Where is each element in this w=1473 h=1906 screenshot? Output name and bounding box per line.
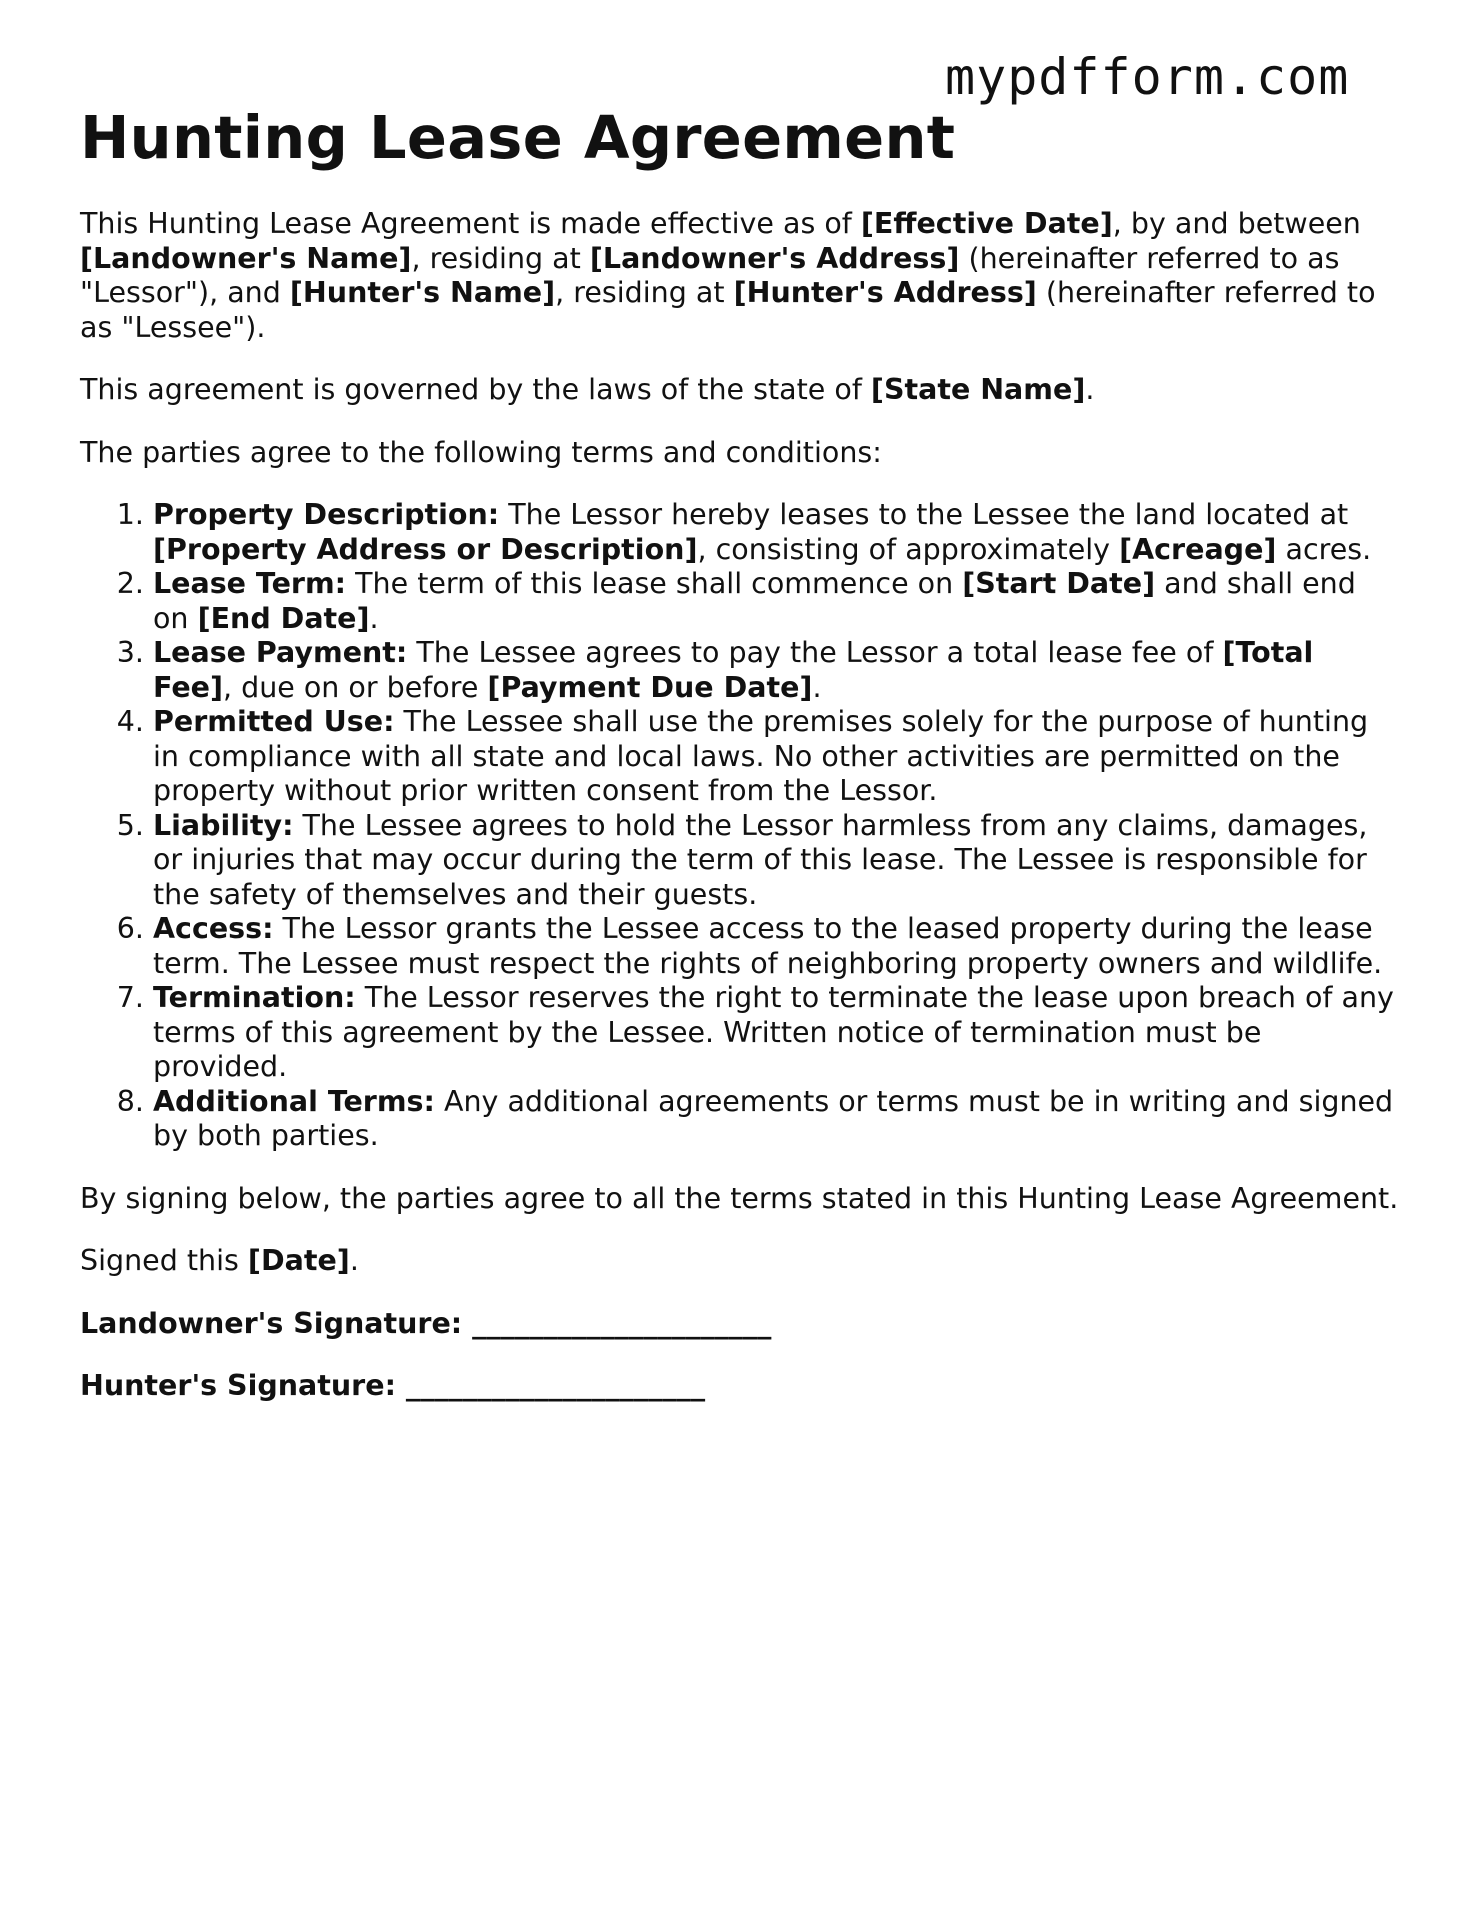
- state-name-placeholder: [State Name]: [870, 373, 1086, 406]
- terms-list: [80, 498, 1400, 1154]
- effective-date-placeholder: [Effective Date]: [860, 207, 1113, 240]
- property-address-placeholder: [Property Address or Description]: [153, 532, 698, 566]
- landowner-signature-line[interactable]: Landowner's Signature: _____________________: [80, 1306, 772, 1340]
- payment-due-date-placeholder: [Payment Due Date]: [487, 670, 813, 704]
- terms-intro: The parties agree to the following terms and conditions:: [80, 435, 882, 469]
- closing-paragraph: By signing below, the parties agree to all the terms stated in this Hunting Lease Agreement.: [80, 1181, 1399, 1215]
- term-liability: 5. Liability: The Lessee agrees to hold the Lessor harmless from any claims, damages, or injuries that may occur during the term of this lease. The Lessee is responsible for the safety of themselves and their guests.: [153, 809, 1400, 913]
- term-termination: 7. Termination: The Lessor reserves the right to terminate the lease upon breach of any terms of this agreement by the Lessee. Written notice of termination must be provided.: [153, 981, 1400, 1085]
- term-lease-payment: 3. Lease Payment: The Lessee agrees to pay the Lessor a total lease fee of [Total Fee], due on or before [Payment Due Date].: [153, 636, 1400, 705]
- start-date-placeholder: [Start Date]: [962, 567, 1156, 600]
- date-placeholder: [Date]: [247, 1244, 350, 1277]
- end-date-placeholder: [End Date]: [197, 601, 370, 635]
- hunter-signature-line[interactable]: Hunter's Signature: _____________________: [80, 1369, 706, 1402]
- signed-date-line: Signed this [Date].: [80, 1244, 359, 1277]
- term-additional-terms: 8. Additional Terms: Any additional agreements or terms must be in writing and signed by both parties.: [153, 1085, 1400, 1154]
- term-lease-term: 2. Lease Term: The term of this lease shall commence on [Start Date] and shall end on [End Date].: [153, 567, 1400, 636]
- term-access: 6. Access: The Lessor grants the Lessee access to the leased property during the lease term. The Lessee must respect the rights of neighboring property owners and wildlife.: [153, 912, 1400, 981]
- landowner-address-placeholder: [Landowner's Address]: [589, 241, 960, 275]
- intro-paragraph: This Hunting Lease Agreement is made effective as of [Effective Date], by and between [Landowner's Name], residing at [Landowner's Address] (hereinafter referred to as "Lessor"), and [Hunter's Name], residing at [Hunter's Address] (hereinafter referred to as "Lessee").: [80, 207, 1376, 344]
- governing-law-paragraph: This agreement is governed by the laws of the state of [State Name].: [80, 373, 1095, 406]
- watermark: mypdfform.com: [945, 48, 1350, 106]
- term-permitted-use: 4. Permitted Use: The Lessee shall use the premises solely for the purpose of hunting in compliance with all state and local laws. No other activities are permitted on the property without prior written consent from the Lessor.: [153, 705, 1400, 809]
- total-fee-placeholder: [Total Fee]: [153, 636, 1314, 704]
- acreage-placeholder: [Acreage]: [1119, 532, 1277, 566]
- term-property-description: 1. Property Description: The Lessor hereby leases to the Lessee the land located at [Property Address or Description], consisting of approximately [Acreage] acres.: [153, 498, 1400, 567]
- hunter-name-placeholder: [Hunter's Name]: [289, 276, 556, 309]
- document-page: [80, 96, 1400, 1404]
- landowner-name-placeholder: [Landowner's Name]: [80, 241, 412, 275]
- document-title: Hunting Lease Agreement: [80, 103, 956, 172]
- hunter-address-placeholder: [Hunter's Address]: [733, 276, 1037, 309]
